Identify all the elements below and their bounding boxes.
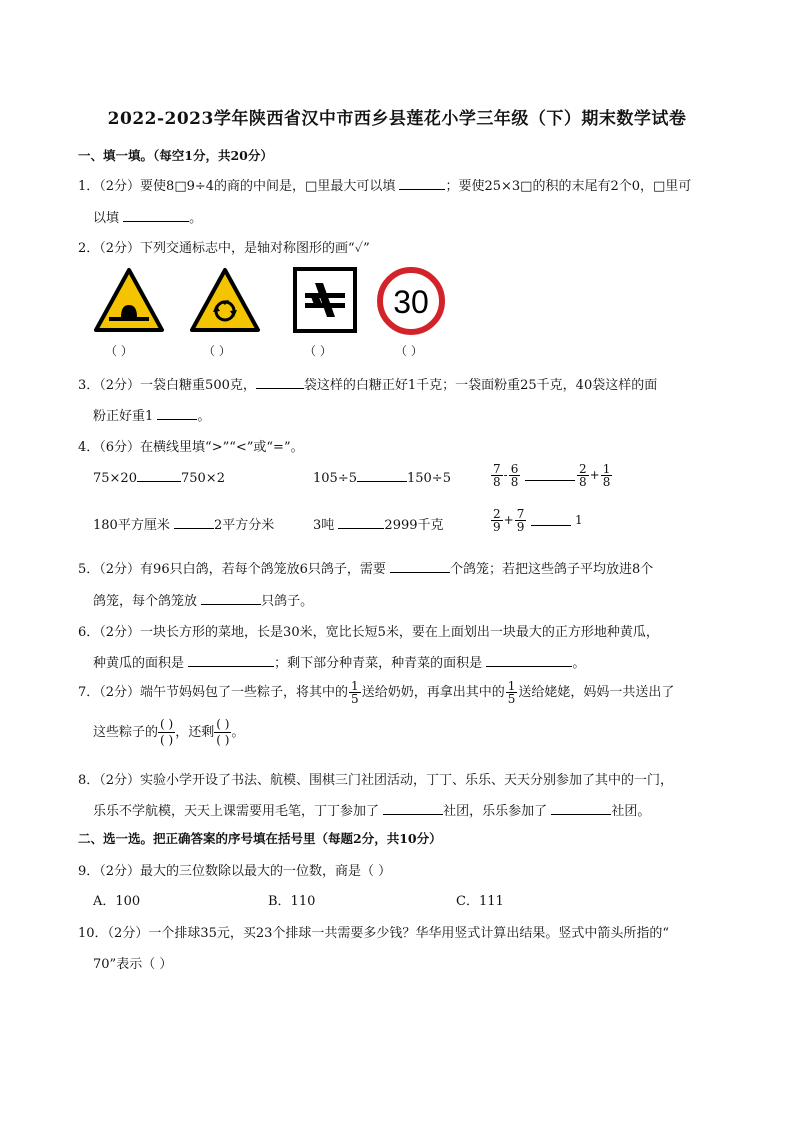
question-3 <box>78 374 657 393</box>
fraction: $\frac{2}{9}$ <box>493 507 501 534</box>
fraction: $\frac{2}{8}$ <box>579 462 587 489</box>
question-8-cont <box>93 800 650 819</box>
question-10: 10．（2分）一个排球35元，买23个排球一共需要多少钱？华华用竖式计算出结果。竖式中箭头所指的“ <box>78 926 670 941</box>
q7-text-d: 这些粽子的 <box>93 725 159 740</box>
q5-blank-1[interactable] <box>390 560 450 573</box>
q6-text-b: 种黄瓜的面积是 <box>93 656 185 671</box>
question-8: 8．（2分）实验小学开设了书法、航模、围棋三门社团活动，丁丁、乐乐、天天分别参加了其中的一门， <box>78 773 674 788</box>
q4-expr-2c: 3吨 <box>313 518 335 533</box>
q1-blank-2[interactable] <box>123 209 189 222</box>
q4-expr-1a: 75×20 <box>93 471 137 486</box>
q6-text-c: ；剩下部分种青菜，种青菜的面积是 <box>274 656 483 671</box>
q4-fraction-expr-1 <box>490 463 575 488</box>
q4-expr-2a: 180平方厘米 <box>93 518 170 533</box>
question-1-cont <box>93 207 202 226</box>
railway-crossing-sign-icon <box>293 267 357 333</box>
q1-text-c: ；要使25×3□的积的末尾有2个0，□里可 <box>445 179 692 194</box>
q4-blank-6[interactable] <box>531 524 571 526</box>
q2-answer-paren-1[interactable]: （ ） <box>105 344 133 358</box>
page-title: 2022-2023学年陕西省汉中市西乡县莲花小学三年级（下）期末数学试卷 <box>107 109 687 129</box>
minus-sign: - <box>503 468 508 482</box>
question-5 <box>78 558 653 577</box>
roundabout-warning-sign-icon <box>189 267 261 333</box>
q4-blank-5[interactable] <box>338 516 384 529</box>
question-6: 6．（2分）一块长方形的菜地，长是30米，宽比长短5米，要在上面划出一块最大的正方形地种黄瓜， <box>78 625 659 640</box>
q1-text-a: 1．（2分）要使8□9÷4的商的中间是 <box>78 179 293 194</box>
q1-text-d: 以填 <box>93 211 120 226</box>
question-3-cont <box>93 405 210 424</box>
question-4: 4．（6分）在横线里填“>”“<”或“=”。 <box>78 440 304 455</box>
q1-text-e: 。 <box>189 211 203 226</box>
q4-row-2b <box>313 514 444 533</box>
q5-blank-2[interactable] <box>201 592 261 605</box>
q4-expr-2b: 2平方分米 <box>213 518 275 533</box>
section-heading-fill: 一、填一填。（每空1分，共20分） <box>78 148 273 163</box>
q4-expr-1b: 750×2 <box>180 471 225 486</box>
q7-fraction-blank-2[interactable]: ( ) ( ) <box>216 717 230 747</box>
q4-blank-4[interactable] <box>174 516 214 529</box>
question-9: 9．（2分）最大的三位数除以最大的一位数，商是（ ） <box>78 864 392 879</box>
q6-blank-2[interactable] <box>486 654 572 667</box>
q8-blank-1[interactable] <box>383 802 443 815</box>
q3-text-a: 3．（2分）一袋白糖重500克， <box>78 378 256 393</box>
section-heading-choose: 二、选一选。把正确答案的序号填在括号里（每题2分，共10分） <box>78 831 442 846</box>
fraction: $\frac{7}{8}$ <box>493 462 501 489</box>
question-1 <box>78 175 691 194</box>
q4-expr-1d: 150÷5 <box>406 471 451 486</box>
q8-text-d: 社团。 <box>611 804 651 819</box>
q4-expr-1c: 105÷5 <box>313 471 357 486</box>
q8-text-b: 乐乐不学航模，天天上课需要用毛笔，丁丁参加了 <box>93 804 380 819</box>
q4-blank-1[interactable] <box>137 469 181 482</box>
q4-blank-2[interactable] <box>357 469 407 482</box>
q9-option-b[interactable]: B．110 <box>268 894 316 909</box>
q4-row-1b <box>313 469 451 486</box>
q7-text-e: ，还剩 <box>175 725 215 740</box>
fraction: $\frac{6}{8}$ <box>510 462 519 489</box>
question-10-cont: 70”表示（ ） <box>93 957 173 972</box>
q4-expr-2d: 2999千克 <box>384 518 444 533</box>
question-7-cont <box>93 716 244 750</box>
q1-blank-1[interactable] <box>399 177 445 190</box>
q8-blank-2[interactable] <box>551 802 611 815</box>
question-2: 2．（2分）下列交通标志中，是轴对称图形的画“✓” <box>78 241 370 256</box>
q7-text-a: 7．（2分）端午节妈妈包了一些粽子，将其中的 <box>78 685 349 700</box>
q6-blank-1[interactable] <box>188 654 274 667</box>
speed-limit-30-sign-icon <box>377 267 445 335</box>
question-5-cont <box>93 590 313 609</box>
q2-answer-paren-2[interactable]: （ ） <box>203 344 231 358</box>
q5-text-d: 只鸽子。 <box>261 594 314 609</box>
question-6-cont <box>93 652 585 671</box>
q9-option-a[interactable]: A．100 <box>93 894 141 909</box>
q5-text-b: 个鸽笼；若把这些鸽子平均放进8个 <box>450 562 654 577</box>
q2-answer-paren-4[interactable]: （ ） <box>395 344 423 358</box>
q7-text-f: 。 <box>231 725 245 740</box>
fraction: $\frac{7}{9}$ <box>516 507 525 534</box>
q5-text-a: 5．（2分）有96只白鸽，若每个鸽笼放6只鸽子，需要 <box>78 562 386 577</box>
q6-text-d: 。 <box>572 656 586 671</box>
fraction-one-fifth: $\frac{1}{5}$ <box>507 679 516 706</box>
q3-text-c: 粉正好重1 <box>93 409 154 424</box>
q3-blank-1[interactable] <box>256 376 304 389</box>
q7-fraction-blank-1[interactable]: ( ) ( ) <box>160 717 174 747</box>
q4-value-one: 1 <box>575 513 583 527</box>
q1-text-b: ，□里最大可以填 <box>292 179 396 194</box>
q3-text-d: 。 <box>197 409 211 424</box>
svg-text:30: 30 <box>393 284 429 320</box>
q2-answer-paren-3[interactable]: （ ） <box>304 344 332 358</box>
plus-sign: + <box>589 468 600 482</box>
q4-blank-3[interactable] <box>525 479 575 481</box>
bump-warning-sign-icon <box>93 267 165 333</box>
plus-sign: + <box>503 513 514 527</box>
q5-text-c: 鸽笼，每个鸽笼放 <box>93 594 198 609</box>
q9-option-c[interactable]: C．111 <box>456 894 504 909</box>
fraction-one-fifth: $\frac{1}{5}$ <box>351 679 359 706</box>
question-7 <box>78 680 674 706</box>
q4-fraction-expr-3 <box>490 508 583 533</box>
q3-blank-2[interactable] <box>157 407 197 420</box>
traffic-signs <box>93 267 453 337</box>
q8-text-c: 社团，乐乐参加了 <box>443 804 548 819</box>
fraction: $\frac{1}{8}$ <box>602 462 611 489</box>
q7-text-c: 送给姥姥，妈妈一共送出了 <box>518 685 675 700</box>
q4-fraction-expr-2 <box>576 463 613 488</box>
q4-row-2a <box>93 514 274 533</box>
q4-row-1a <box>93 469 225 486</box>
q3-text-b: 袋这样的白糖正好1千克；一袋面粉重25千克，40袋这样的面 <box>303 378 658 393</box>
q7-text-b: 送给奶奶，再拿出其中的 <box>361 685 505 700</box>
